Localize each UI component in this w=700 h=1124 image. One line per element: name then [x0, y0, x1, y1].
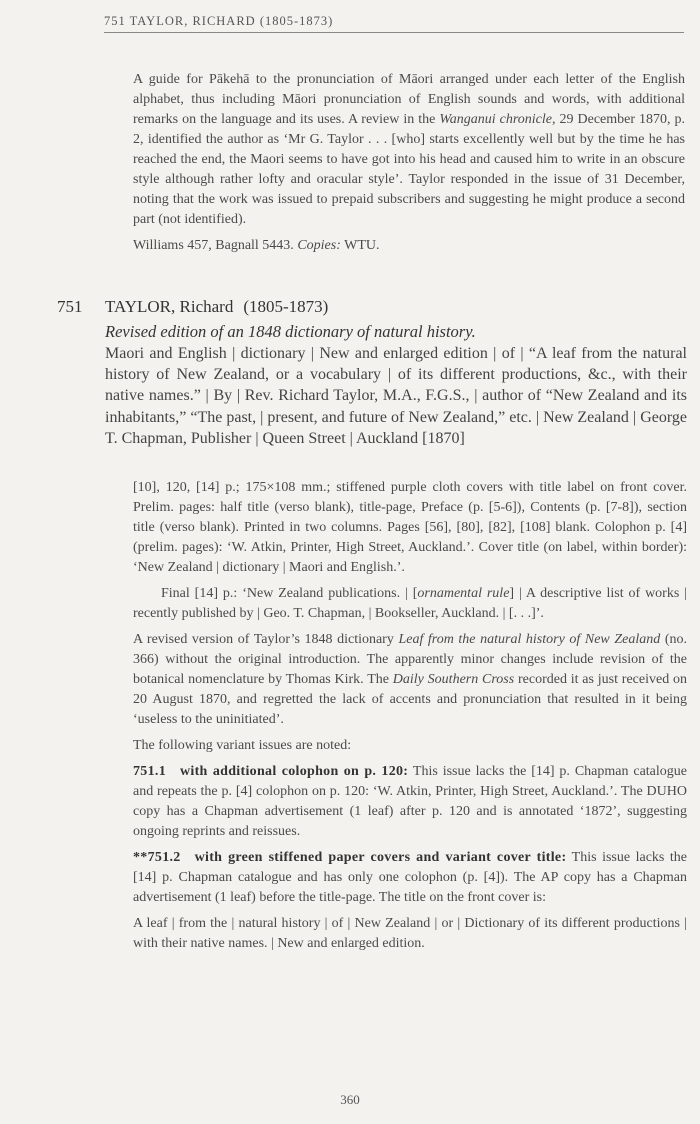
variants-intro: The following variant issues are noted: — [133, 738, 352, 753]
revised-version-paragraph: A revised version of Taylor’s 1848 dictionary Leaf from the natural history of New Zealand (no. 366) without the original introduction. The apparently minor changes include revision of the botanical nomenclature by Thomas Kirk. The Daily Southern Cross recorded it as just received on 20 August 1870, and regretted the lack of accents and pronunciation that resulted in it being ‘useless to the uninitiated’. — [133, 632, 687, 727]
cover-title-transcription: A leaf | from the | natural history | of | New Zealand | or | Dictionary of its different productions | with their native names. | New and enlarged edition. — [133, 916, 687, 951]
page-number: 360 — [340, 1092, 360, 1107]
entry-heading — [57, 296, 687, 317]
entry-number: 751 — [57, 297, 83, 316]
author-name: TAYLOR, Richard — [105, 297, 234, 316]
running-head: 751 TAYLOR, RICHARD (1805-1873) — [104, 14, 684, 33]
variant-751-2: **751.2 with green stiffened paper covers and variant cover title: This issue lacks the [14] p. Chapman catalogue and has only one colophon (p. [4]). The AP copy has a Chapman advertisement (1 leaf) before the title-page. The title on the front cover is: — [133, 850, 687, 905]
author-dates: (1805-1873) — [243, 297, 329, 316]
intro-section — [133, 70, 685, 262]
variant-751-1: 751.1 with additional colophon on p. 120: This issue lacks the [14] p. Chapman catalogue and repeats the p. [4] colophon on p. 120: ‘W. Atkin, Printer, High Street, Auckland.’. The DUHO copy has a Chapman advertisement (1 leaf) after p. 120 and is annotated ‘1872’, suggesting ongoing reprints and reissues. — [133, 764, 687, 839]
references-line: Williams 457, Bagnall 5443. Copies: WTU. — [133, 238, 380, 253]
collation-paragraph: [10], 120, [14] p.; 175×108 mm.; stiffened purple cloth covers with title label on front cover. Prelim. pages: half title (verso blank), title-page, Preface (p. [5-6]), Contents (p. [7-8]), section title (verso blank). Printed in two columns. Pages [56], [80], [82], [108] blank. Colophon p. [4] (prelim. pages): ‘W. Atkin, Printer, High Street, Auckland.’. Cover title (on label, within border): ‘New Zealand | dictionary | Maori and English.’. — [133, 480, 687, 575]
final-pages-paragraph: Final [14] p.: ‘New Zealand publications. | [ornamental rule] | A descriptive list of works | recently published by | Geo. T. Chapman, | Bookseller, Auckland. | [. . .]’. — [133, 586, 687, 621]
title-transcription: Maori and English | dictionary | New and enlarged edition | of | “A leaf from the natural history of New Zealand, or a vocabulary | of its different productions, &c., with their native names.” | By | Rev. Richard Taylor, M.A., F.G.S., | author of “New Zealand and its inhabitants,” “The past, | present, and future of New Zealand,” etc. | New Zealand | George T. Chapman, Publisher | Queen Street | Auckland [1870] — [105, 345, 687, 447]
entry-subtitle: Revised edition of an 1848 dictionary of natural history. — [105, 322, 476, 341]
entry-body — [133, 478, 687, 960]
intro-paragraph: A guide for Pākehā to the pronunciation of Māori arranged under each letter of the English alphabet, thus including Māori pronunciation of English sounds and words, with additional remarks on the language and its uses. A review in the Wanganui chronicle, 29 December 1870, p. 2, identified the author as ‘Mr G. Taylor . . . [who] starts excellently well but by the time he has reached the end, the Maori seems to have got into his head and caused him to write in an obscure style although rather lofty and oracular style’. Taylor responded in the issue of 31 December, noting that the work was issued to prepaid subscribers and suggesting he might produce a second part (not identified). — [133, 72, 685, 227]
